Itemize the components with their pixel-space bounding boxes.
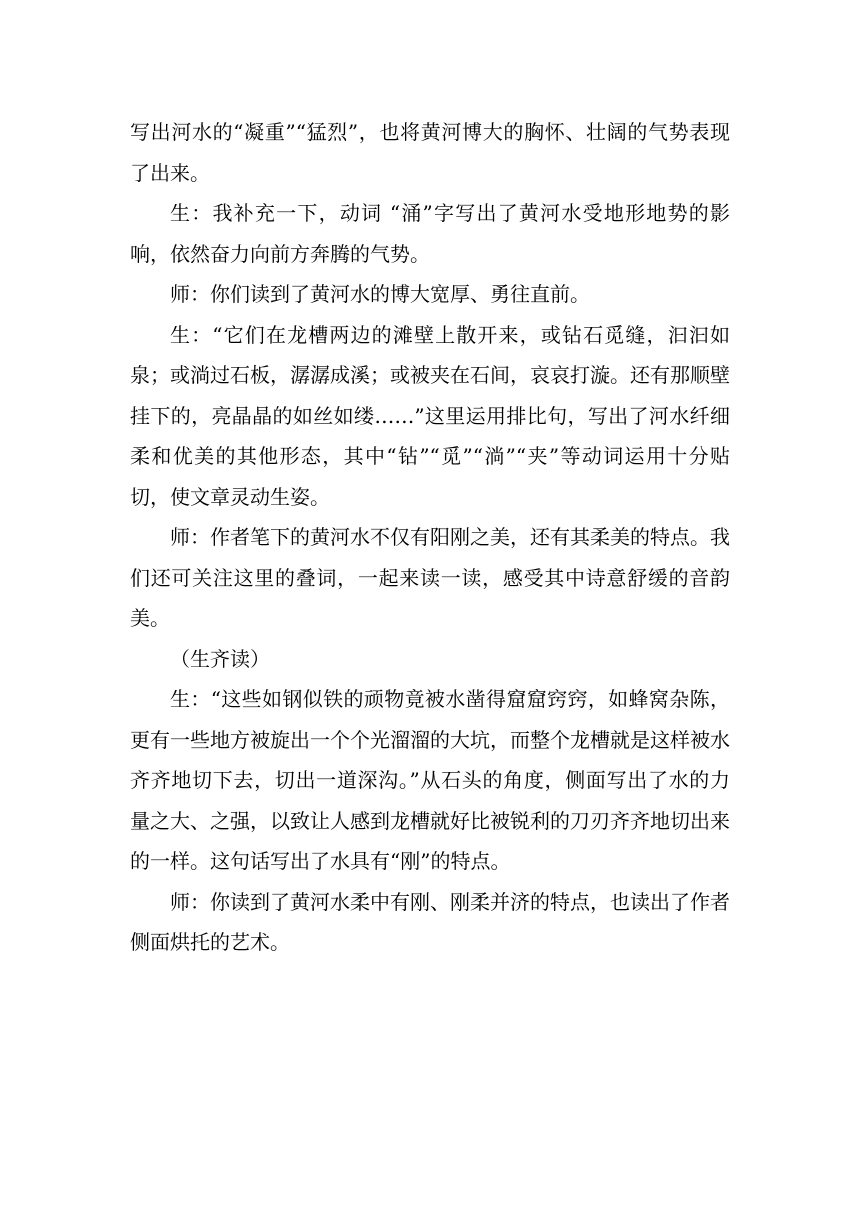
paragraph-student-stone: 生：“这些如钢似铁的顽物竟被水凿得窟窟窍窍，如蜂窝杂陈，更有一些地方被旋出一个个光溜溜的大坑，而整个龙槽就是这样被水齐齐地切下去，切出一道深沟。”从石头的角度，侧面写出了水的力量之大、之强，以致让人感到龙槽就好比被锐利的刀刃齐齐地切出来的一样。这句话写出了水具有“刚”的特点。 xyxy=(130,687,730,873)
paragraph-teacher-summary-2: 师：你读到了黄河水柔中有刚、刚柔并济的特点，也读出了作者侧面烘托的艺术。 xyxy=(130,889,730,954)
document-body xyxy=(130,112,730,963)
paragraph-student-parallelism: 生：“它们在龙槽两边的滩壁上散开来，或钻石觅缝，汩汩如泉；或淌过石板，潺潺成溪；或被夹在石间，哀哀打漩。还有那顺壁挂下的，亮晶晶的如丝如缕……”这里运用排比句，写出了河水纤细柔和优美的其他形态，其中“钻”“觅”“淌”“夹”等动词运用十分贴切，使文章灵动生姿。 xyxy=(130,322,730,509)
paragraph-teacher-summary-1: 师：你们读到了黄河水的博大宽厚、勇往直前。 xyxy=(170,282,590,306)
paragraph-stage-direction: （生齐读） xyxy=(170,646,270,671)
paragraph-teacher-softness: 师：作者笔下的黄河水不仅有阳刚之美，还有其柔美的特点。我们还可关注这里的叠词，一起来读一读，感受其中诗意舒缓的音韵美。 xyxy=(130,525,730,630)
paragraph-continuation: 写出河水的“凝重”“猛烈”，也将黄河博大的胸怀、壮阔的气势表现了出来。 xyxy=(130,120,730,185)
paragraph-student-verb-yong: 生：我补充一下，动词 “涌”字写出了黄河水受地形地势的影响，依然奋力向前方奔腾的气势。 xyxy=(130,201,730,266)
